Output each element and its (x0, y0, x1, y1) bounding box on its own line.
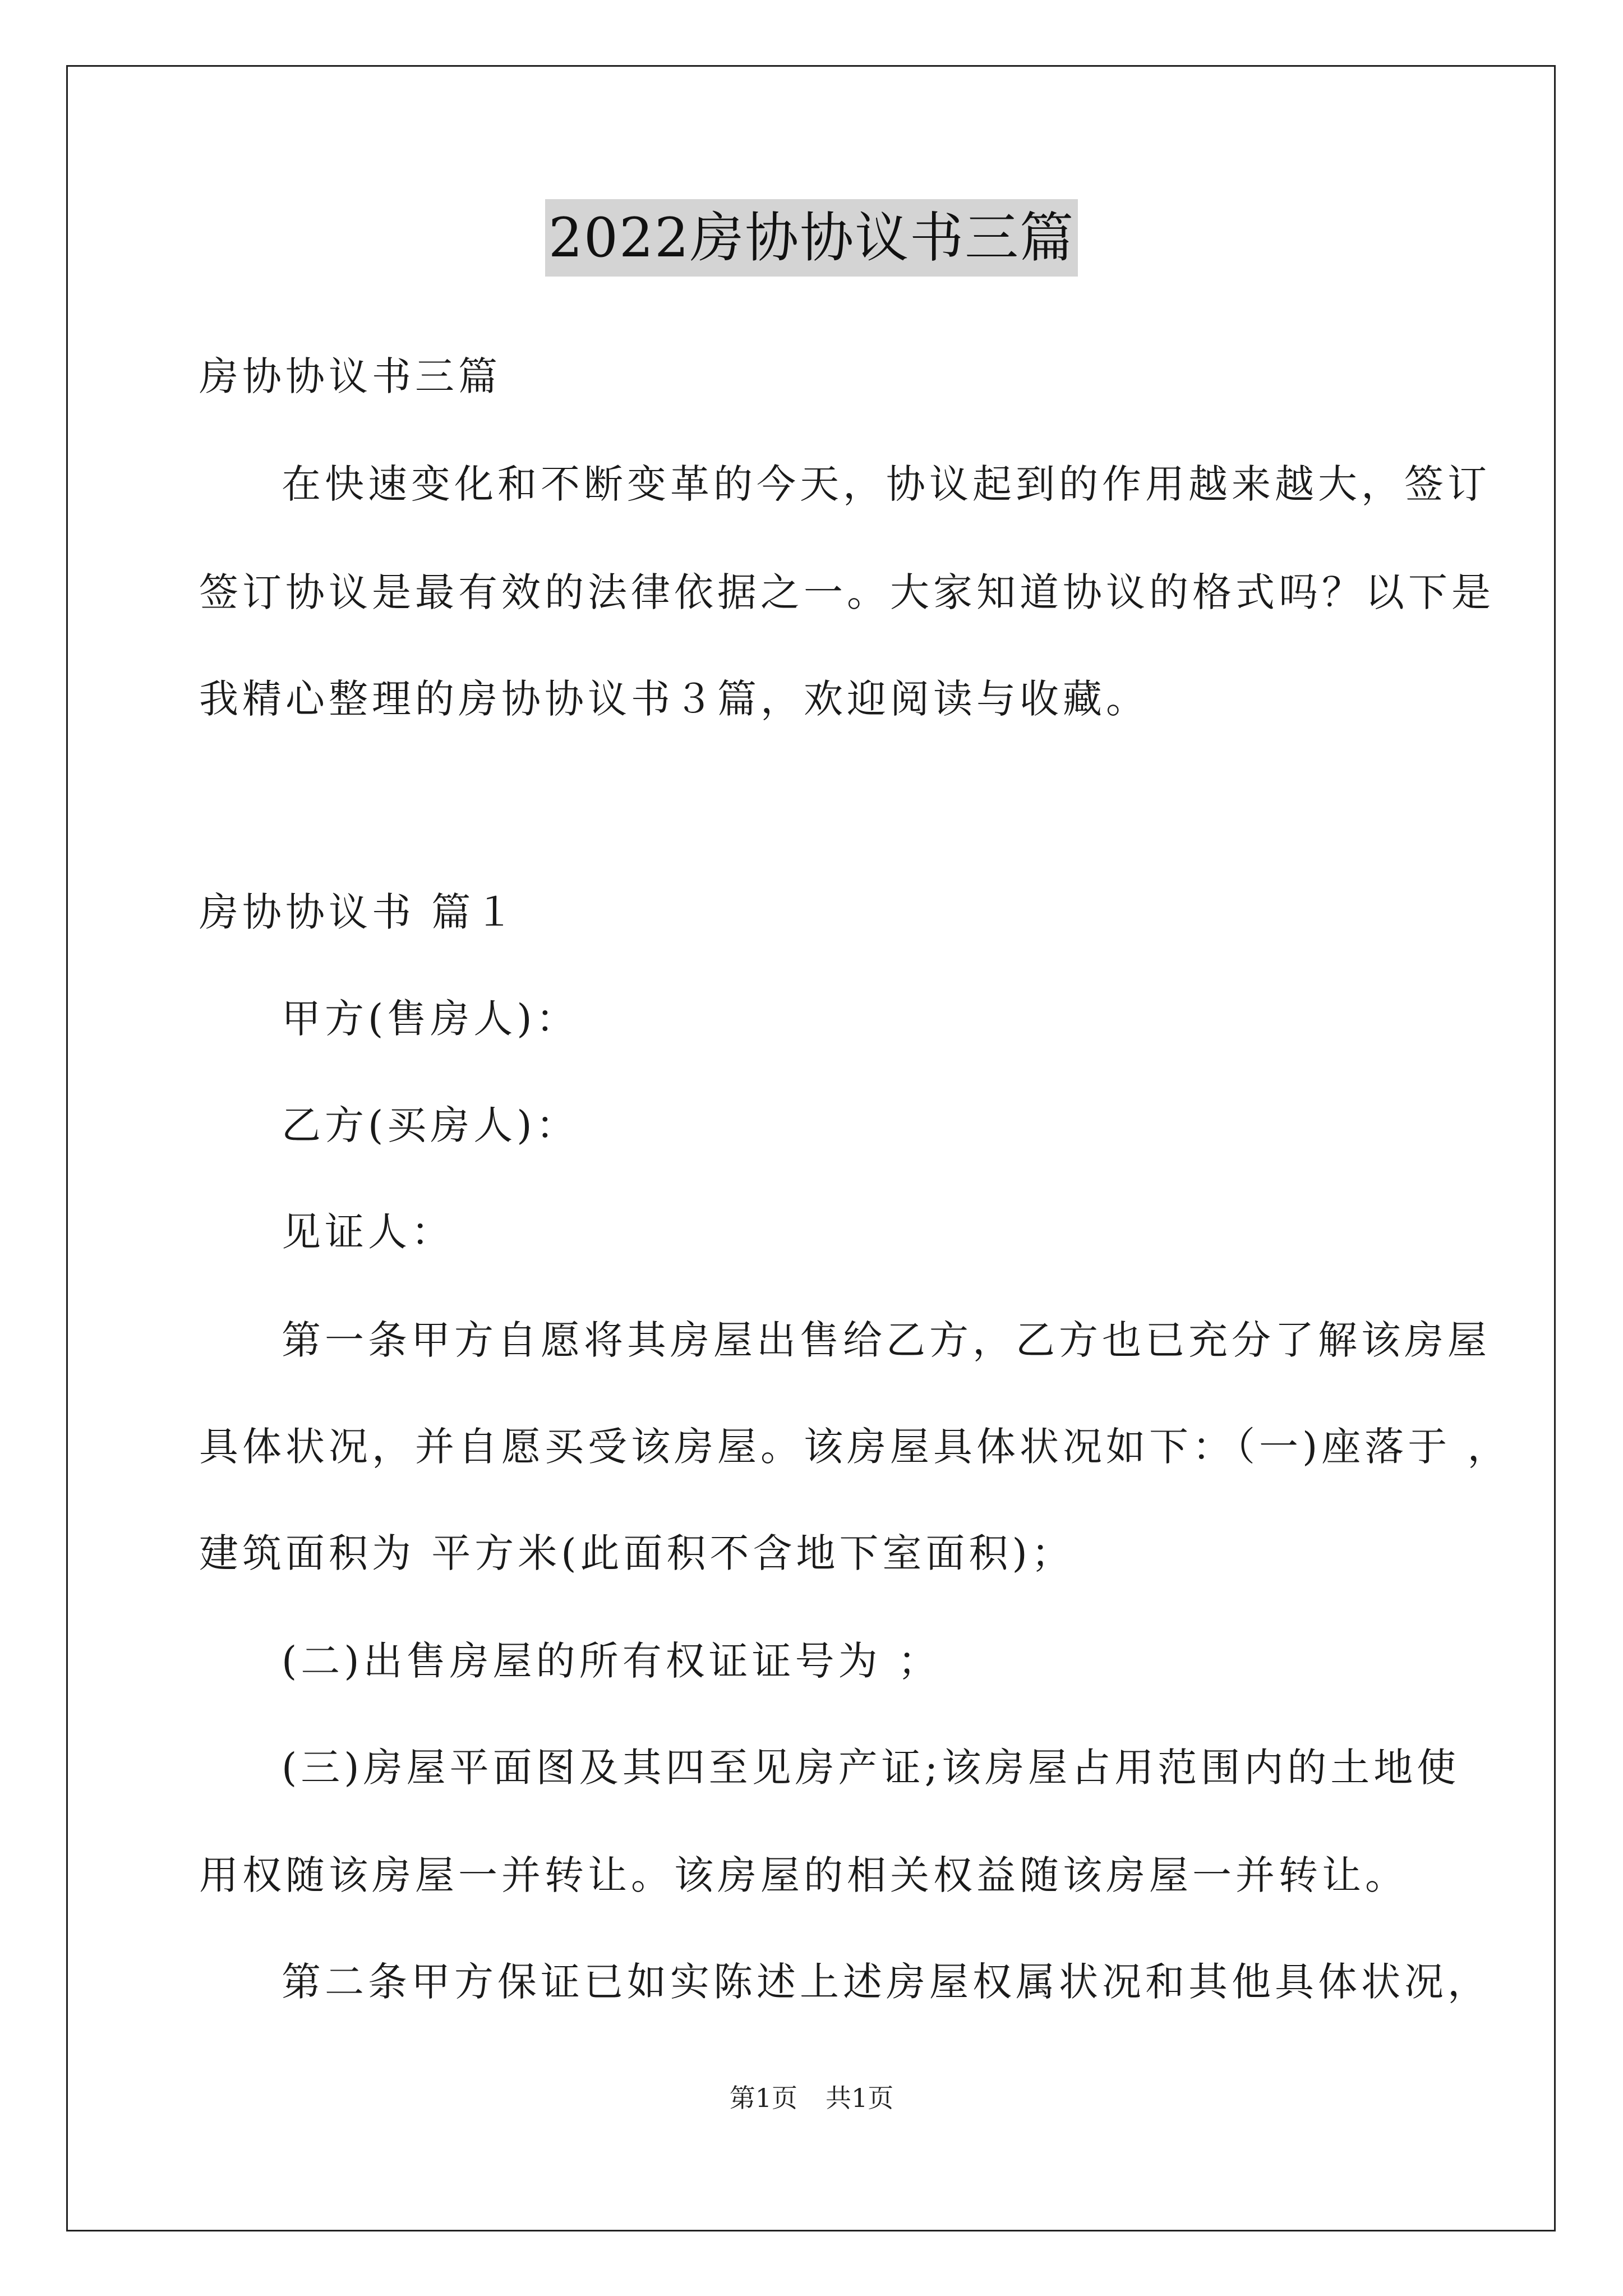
title-container (0, 199, 1623, 277)
page-number-total: 共1页 (826, 2083, 894, 2113)
witness-line: 见证人： (282, 1209, 454, 1255)
item3-line-1: (三)房屋平面图及其四至见房产证;该房屋占用范围内的土地使 (282, 1745, 1460, 1791)
document-subtitle: 房协协议书三篇 (199, 353, 501, 399)
party-a-line: 甲方(售房人)： (282, 996, 579, 1042)
article1-line-3: 建筑面积为 平方米(此面积不含地下室面积)； (199, 1530, 1075, 1576)
item2-line: (二)出售房屋的所有权证证号为 ； (282, 1638, 941, 1684)
intro-line-1: 在快速变化和不断变革的今天，协议起到的作用越来越大，签订 (282, 461, 1491, 507)
document-title: 2022房协协议书三篇 (545, 199, 1078, 277)
page-number-current: 第1页 (729, 2083, 797, 2113)
article1-line-1: 第一条甲方自愿将其房屋出售给乙方，乙方也已充分了解该房屋 (282, 1317, 1491, 1363)
party-b-line: 乙方(买房人)： (282, 1102, 579, 1148)
intro-line-3: 我精心整理的房协协议书３篇，欢迎阅读与收藏。 (199, 676, 1149, 722)
article1-line-2: 具体状况，并自愿买受该房屋。该房屋具体状况如下：（一)座落于 ， (199, 1424, 1511, 1470)
intro-line-2: 签订协议是最有效的法律依据之一。大家知道协议的格式吗？以下是 (199, 569, 1495, 615)
item3-line-2: 用权随该房屋一并转让。该房屋的相关权益随该房屋一并转让。 (199, 1852, 1408, 1898)
page-footer (0, 2081, 1623, 2115)
section-heading: 房协协议书 篇１ (199, 889, 518, 935)
article2-line-1: 第二条甲方保证已如实陈述上述房屋权属状况和其他具体状况， (282, 1959, 1491, 2005)
